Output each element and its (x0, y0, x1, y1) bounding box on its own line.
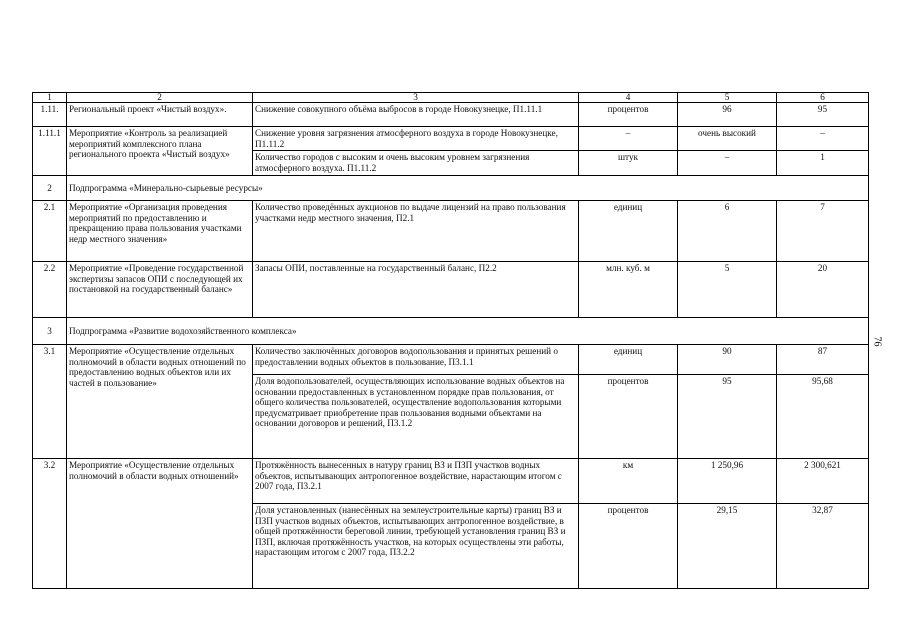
header-row (33, 93, 869, 103)
value-col6: 1 (777, 151, 869, 176)
row-number: 3.2 (33, 459, 67, 589)
section-title: Подпрограмма «Развитие водохозяйственного комплекса» (67, 318, 869, 345)
section-row (33, 318, 869, 345)
value-col6: 2 300,621 (777, 459, 869, 504)
indicator-text: Доля установленных (нанесённых на землеустроительные карты) границ ВЗ и ПЗП участков водных объектов, испытывающих антропогенное воздействие, в общей протяжённости береговой линии, требующей установления границ ВЗ и ПЗП, включая протяжённость участков, на которых осуществлены эти работы, нарастающим итогом с 2007 года, П3.2.2 (253, 504, 579, 589)
value-col5: 96 (678, 103, 777, 127)
row-number: 2.1 (33, 201, 67, 262)
value-col6: 95,68 (777, 375, 869, 459)
section-title: Подпрограмма «Минерально-сырьевые ресурсы» (67, 176, 869, 201)
value-col5: – (678, 151, 777, 176)
table-row (33, 201, 869, 262)
table-row (33, 262, 869, 318)
section-number: 3 (33, 318, 67, 345)
unit: процентов (579, 504, 678, 589)
indicators-table-container (32, 92, 869, 589)
indicator-text: Запасы ОПИ, поставленные на государственный баланс, П2.2 (253, 262, 579, 318)
header-cell: 5 (678, 93, 777, 103)
unit: единиц (579, 201, 678, 262)
header-cell: 4 (579, 93, 678, 103)
header-cell: 6 (777, 93, 869, 103)
table-row (33, 345, 869, 375)
row-number: 2.2 (33, 262, 67, 318)
unit: млн. куб. м (579, 262, 678, 318)
value-col5: 6 (678, 201, 777, 262)
measure-name: Мероприятие «Осуществление отдельных полномочий в области водных отношений» (67, 459, 253, 589)
indicator-text: Количество заключённых договоров водопользования и принятых решений о предоставлении водных объектов в пользование, П3.1.1 (253, 345, 579, 375)
value-col6: 7 (777, 201, 869, 262)
value-col5: 1 250,96 (678, 459, 777, 504)
value-col5: 95 (678, 375, 777, 459)
measure-name: Мероприятие «Осуществление отдельных полномочий в области водных отношений по предоставлению водных объектов или их частей в пользование» (67, 345, 253, 459)
table-row (33, 103, 869, 127)
header-cell: 1 (33, 93, 67, 103)
header-cell: 3 (253, 93, 579, 103)
section-number: 2 (33, 176, 67, 201)
header-cell: 2 (67, 93, 253, 103)
row-number: 1.11. (33, 103, 67, 127)
unit: – (579, 127, 678, 151)
value-col6: – (777, 127, 869, 151)
indicator-text: Снижение уровня загрязнения атмосферного воздуха в городе Новокузнецке, П1.11.2 (253, 127, 579, 151)
indicator-text: Доля водопользователей, осуществляющих использование водных объектов на основании предоставленных в установленном порядке прав пользования, от общего количества пользователей, осуществление водопользования которыми предусматривает приобретение прав пользования водными объектами на основании договоров и решений, П3.1.2 (253, 375, 579, 459)
measure-name: Мероприятие «Организация проведения мероприятий по предоставлению и прекращению права пользования участками недр местного значения» (67, 201, 253, 262)
value-col6: 95 (777, 103, 869, 127)
unit: штук (579, 151, 678, 176)
indicator-text: Количество проведённых аукционов по выдаче лицензий на право пользования участками недр местного значения, П2.1 (253, 201, 579, 262)
table-row (33, 459, 869, 504)
value-col6: 32,87 (777, 504, 869, 589)
indicators-table (32, 92, 869, 589)
unit: км (579, 459, 678, 504)
value-col5: 29,15 (678, 504, 777, 589)
unit: процентов (579, 375, 678, 459)
measure-name: Мероприятие «Контроль за реализацией мероприятий комплексного плана регионального проекта «Чистый воздух» (67, 127, 253, 176)
table-row (33, 127, 869, 151)
value-col5: 90 (678, 345, 777, 375)
indicator-text: Снижение совокупного объёма выбросов в городе Новокузнецке, П1.11.1 (253, 103, 579, 127)
unit: единиц (579, 345, 678, 375)
measure-name: Мероприятие «Проведение государственной экспертизы запасов ОПИ с последующей их постановкой на государственный баланс» (67, 262, 253, 318)
value-col5: очень высокий (678, 127, 777, 151)
value-col6: 20 (777, 262, 869, 318)
row-number: 1.11.1 (33, 127, 67, 176)
indicator-text: Протяжённость вынесенных в натуру границ ВЗ и ПЗП участков водных объектов, испытывающих антропогенное воздействие, нарастающим итогом с 2007 года, П3.2.1 (253, 459, 579, 504)
section-row (33, 176, 869, 201)
unit: процентов (579, 103, 678, 127)
page-number: 76 (871, 336, 883, 347)
indicator-text: Количество городов с высоким и очень высоким уровнем загрязнения атмосферного воздуха. П1.11.2 (253, 151, 579, 176)
value-col6: 87 (777, 345, 869, 375)
row-number: 3.1 (33, 345, 67, 459)
value-col5: 5 (678, 262, 777, 318)
measure-name: Региональный проект «Чистый воздух». (67, 103, 253, 127)
